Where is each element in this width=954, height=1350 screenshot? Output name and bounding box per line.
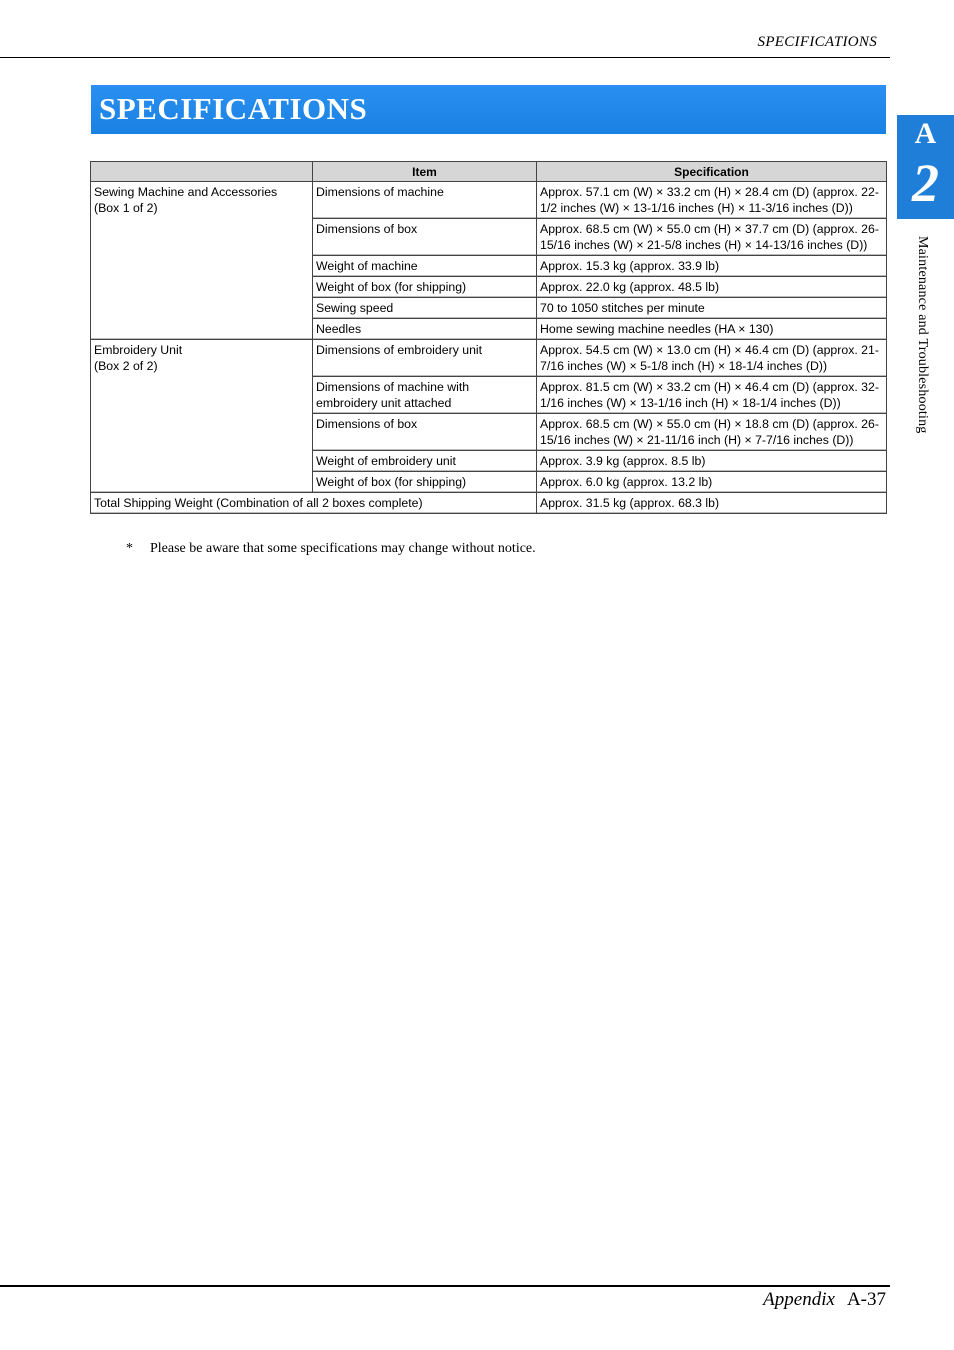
column-header-specification: Specification <box>537 162 887 182</box>
spec-cell: Approx. 54.5 cm (W) × 13.0 cm (H) × 46.4 cm (D) (approx. 21-7/16 inches (W) × 5-1/8 inch (H) × 18-1/4 inches (D)) <box>537 340 887 377</box>
chapter-tab <box>897 115 954 219</box>
item-cell: Dimensions of box <box>313 219 537 256</box>
group-box: (Box 1 of 2) <box>94 201 158 215</box>
group-box: (Box 2 of 2) <box>94 359 158 373</box>
footer-section: Appendix <box>763 1289 835 1310</box>
item-cell: Weight of embroidery unit <box>313 451 537 472</box>
chapter-tab-number: 2 <box>912 153 939 213</box>
item-cell: Weight of box (for shipping) <box>313 472 537 493</box>
group-cell <box>91 182 313 340</box>
spec-cell: Approx. 3.9 kg (approx. 8.5 lb) <box>537 451 887 472</box>
spec-cell: Home sewing machine needles (HA × 130) <box>537 319 887 340</box>
item-cell: Weight of machine <box>313 256 537 277</box>
spec-cell: Approx. 57.1 cm (W) × 33.2 cm (H) × 28.4 cm (D) (approx. 22-1/2 inches (W) × 13-1/16 inches (H) × 11-3/16 inches (D)) <box>537 182 887 219</box>
footnote-mark: * <box>126 541 133 556</box>
item-cell: Weight of box (for shipping) <box>313 277 537 298</box>
spec-cell: Approx. 68.5 cm (W) × 55.0 cm (H) × 18.8 cm (D) (approx. 26-15/16 inches (W) × 21-11/16 inch (H) × 7-7/16 inches (D)) <box>537 414 887 451</box>
column-header-group <box>91 162 313 182</box>
item-cell: Dimensions of embroidery unit <box>313 340 537 377</box>
specifications-table <box>90 161 887 514</box>
spec-cell: 70 to 1050 stitches per minute <box>537 298 887 319</box>
header-rule <box>0 57 890 58</box>
group-name: Sewing Machine and Accessories <box>94 185 278 199</box>
table-row <box>91 340 887 377</box>
footnote-text: Please be aware that some specifications may change without notice. <box>150 541 536 556</box>
spec-cell: Approx. 68.5 cm (W) × 55.0 cm (H) × 37.7 cm (D) (approx. 26-15/16 inches (W) × 21-5/8 inches (H) × 14-13/16 inches (D)) <box>537 219 887 256</box>
total-spec-cell: Approx. 31.5 kg (approx. 68.3 lb) <box>537 493 887 514</box>
spec-cell: Approx. 81.5 cm (W) × 33.2 cm (H) × 46.4 cm (D) (approx. 32-1/16 inches (W) × 13-1/16 inch (H) × 18-1/4 inches (D)) <box>537 377 887 414</box>
item-cell: Sewing speed <box>313 298 537 319</box>
item-cell: Needles <box>313 319 537 340</box>
column-header-item: Item <box>313 162 537 182</box>
item-cell: Dimensions of box <box>313 414 537 451</box>
table-header-row <box>91 162 887 182</box>
table-row <box>91 182 887 219</box>
total-label-cell: Total Shipping Weight (Combination of all 2 boxes complete) <box>91 493 537 514</box>
group-name: Embroidery Unit <box>94 343 183 357</box>
page-title: SPECIFICATIONS <box>99 91 368 126</box>
item-cell: Dimensions of machine <box>313 182 537 219</box>
title-bar <box>91 85 886 134</box>
group-cell <box>91 340 313 493</box>
chapter-tab-letter: A <box>914 117 937 150</box>
chapter-side-label: Maintenance and Troubleshooting <box>915 236 930 434</box>
footer-rule <box>0 1285 890 1287</box>
page-footer <box>763 1289 886 1311</box>
footnote <box>126 541 536 557</box>
spec-cell: Approx. 22.0 kg (approx. 48.5 lb) <box>537 277 887 298</box>
page-number: A-37 <box>846 1289 886 1310</box>
running-head: SPECIFICATIONS <box>757 34 877 50</box>
item-cell: Dimensions of machine with embroidery unit attached <box>313 377 537 414</box>
spec-cell: Approx. 15.3 kg (approx. 33.9 lb) <box>537 256 887 277</box>
spec-cell: Approx. 6.0 kg (approx. 13.2 lb) <box>537 472 887 493</box>
table-row-total <box>91 493 887 514</box>
